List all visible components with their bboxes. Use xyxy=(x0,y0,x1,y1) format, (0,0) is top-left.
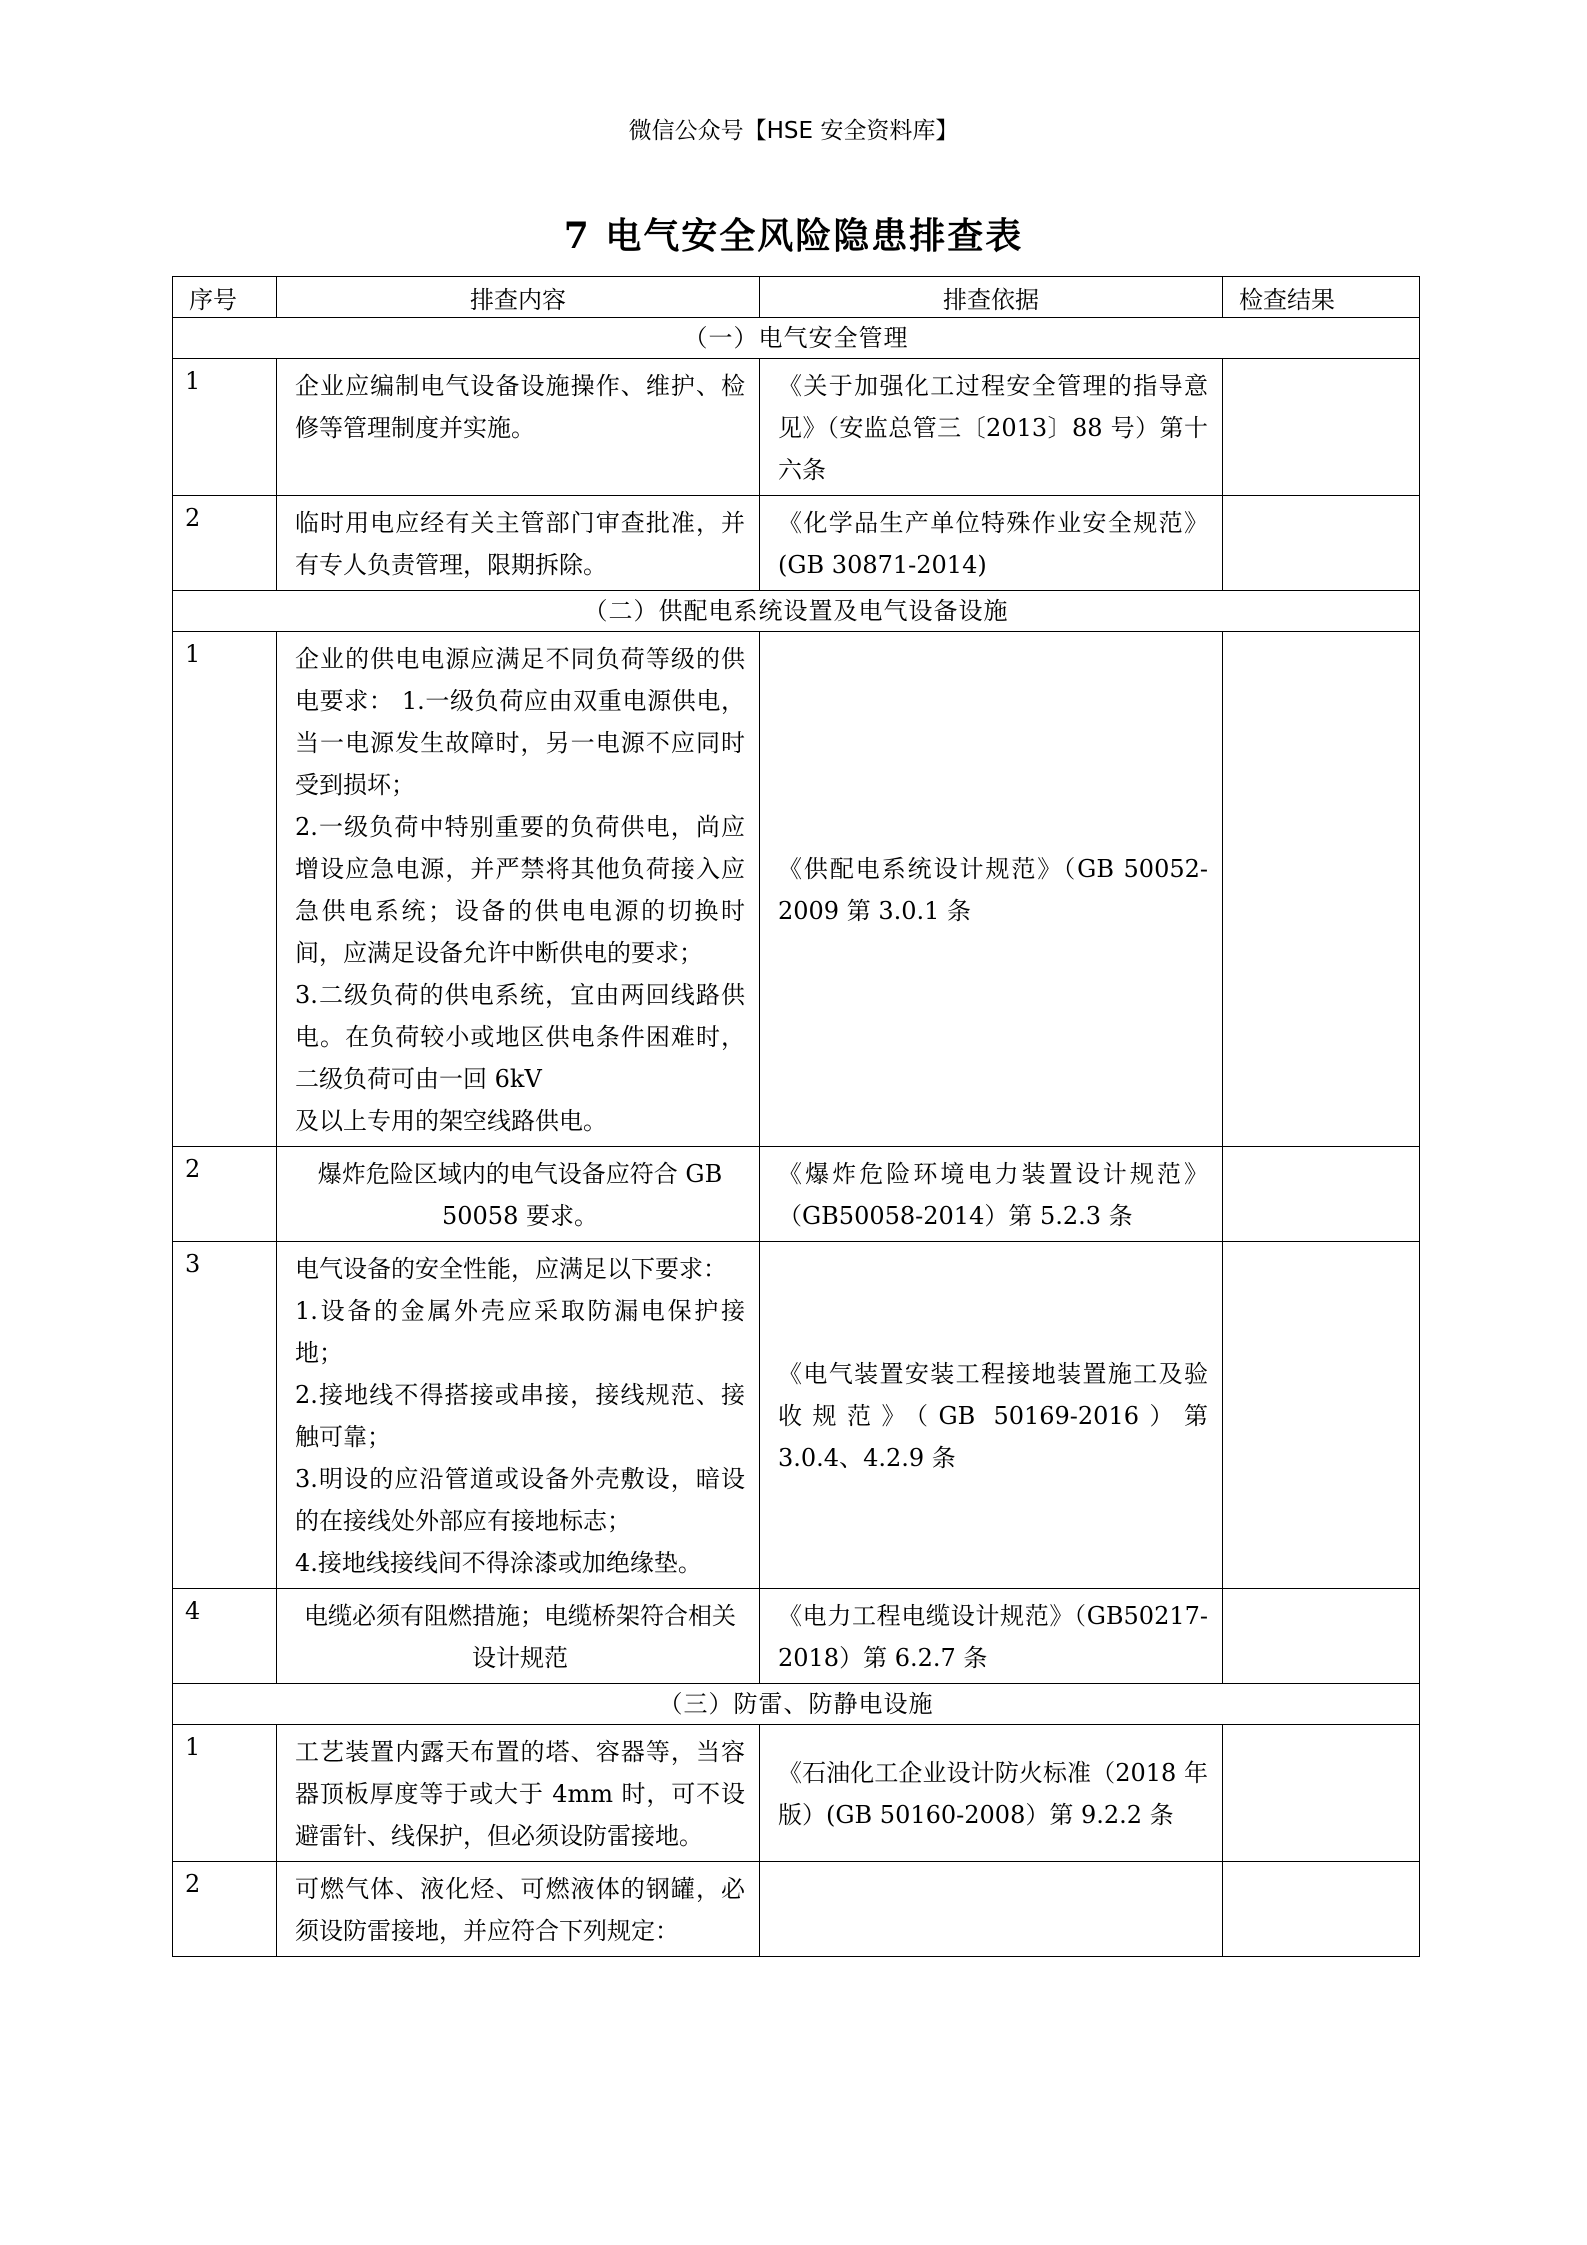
row-basis: 《关于加强化工过程安全管理的指导意见》（安监总管三〔2013〕88 号）第十六条 xyxy=(760,359,1223,496)
table-row xyxy=(173,496,1420,591)
row-content xyxy=(277,1242,760,1589)
table-row xyxy=(173,632,1420,1147)
table-header-row xyxy=(173,277,1420,318)
table-row xyxy=(173,1725,1420,1862)
header-note: 微信公众号【HSE 安全资料库】 xyxy=(628,118,959,144)
col-header-result: 检查结果 xyxy=(1223,277,1420,318)
row-basis: 《电力工程电缆设计规范》（GB50217-2018）第 6.2.7 条 xyxy=(760,1589,1223,1684)
col-header-basis: 排查依据 xyxy=(760,277,1223,318)
content-paragraph: 3.二级负荷的供电系统，宜由两回线路供电。在负荷较小或地区供电条件困难时，二级负荷可由一回 6kV xyxy=(295,981,745,1093)
row-content xyxy=(277,1862,760,1957)
row-result xyxy=(1223,1242,1420,1589)
content-paragraph: 2.接地线不得搭接或串接，接线规范、接触可靠； xyxy=(295,1381,745,1451)
row-result xyxy=(1223,496,1420,591)
row-number: 3 xyxy=(173,1242,277,1589)
row-content xyxy=(277,1589,760,1684)
table-row xyxy=(173,1242,1420,1589)
row-basis xyxy=(760,1862,1223,1957)
row-number: 2 xyxy=(173,1147,277,1242)
content-paragraph: 工艺装置内露天布置的塔、容器等，当容器顶板厚度等于或大于 4mm 时，可不设避雷针、线保护，但必须设防雷接地。 xyxy=(295,1738,745,1850)
row-result xyxy=(1223,1725,1420,1862)
section-heading-row xyxy=(173,318,1420,359)
content-paragraph: 2.一级负荷中特别重要的负荷供电，尚应增设应急电源，并严禁将其他负荷接入应急供电系统；设备的供电电源的切换时间，应满足设备允许中断供电的要求； xyxy=(295,813,745,967)
section-heading: （三）防雷、防静电设施 xyxy=(173,1684,1420,1725)
table-row xyxy=(173,1589,1420,1684)
row-basis: 《电气装置安装工程接地装置施工及验收规范》（GB 50169-2016）第3.0.4、4.2.9 条 xyxy=(760,1242,1223,1589)
row-content xyxy=(277,632,760,1147)
row-basis: 《供配电系统设计规范》（GB 50052-2009 第 3.0.1 条 xyxy=(760,632,1223,1147)
content-paragraph: 及以上专用的架空线路供电。 xyxy=(295,1107,607,1135)
row-content xyxy=(277,1725,760,1862)
row-number: 1 xyxy=(173,632,277,1147)
row-result xyxy=(1223,359,1420,496)
content-paragraph: 企业应编制电气设备设施操作、维护、检修等管理制度并实施。 xyxy=(295,372,745,442)
content-paragraph: 爆炸危险区域内的电气设备应符合 GB 50058 要求。 xyxy=(317,1160,723,1230)
content-paragraph: 1.设备的金属外壳应采取防漏电保护接地； xyxy=(295,1297,745,1367)
table-row xyxy=(173,1862,1420,1957)
row-result xyxy=(1223,1862,1420,1957)
content-paragraph: 可燃气体、液化烃、可燃液体的钢罐，必须设防雷接地，并应符合下列规定： xyxy=(295,1875,745,1945)
row-basis: 《爆炸危险环境电力装置设计规范》（GB50058-2014）第 5.2.3 条 xyxy=(760,1147,1223,1242)
page-title: 7 电气安全风险隐患排查表 xyxy=(563,215,1024,257)
content-paragraph: 电缆必须有阻燃措施；电缆桥架符合相关设计规范 xyxy=(304,1602,736,1672)
row-basis: 《化学品生产单位特殊作业安全规范》(GB 30871-2014) xyxy=(760,496,1223,591)
row-number: 1 xyxy=(173,359,277,496)
row-number: 4 xyxy=(173,1589,277,1684)
row-basis: 《石油化工企业设计防火标准（2018 年版）(GB 50160-2008）第 9.2.2 条 xyxy=(760,1725,1223,1862)
row-number: 2 xyxy=(173,496,277,591)
col-header-no: 序号 xyxy=(173,277,277,318)
content-paragraph: 电气设备的安全性能，应满足以下要求： xyxy=(295,1255,727,1283)
row-content xyxy=(277,496,760,591)
row-content xyxy=(277,359,760,496)
section-heading-row xyxy=(173,591,1420,632)
section-heading-row xyxy=(173,1684,1420,1725)
row-result xyxy=(1223,1147,1420,1242)
row-number: 1 xyxy=(173,1725,277,1862)
section-heading: （二）供配电系统设置及电气设备设施 xyxy=(173,591,1420,632)
section-heading: （一）电气安全管理 xyxy=(173,318,1420,359)
content-paragraph: 4.接地线接线间不得涂漆或加绝缘垫。 xyxy=(295,1549,702,1577)
col-header-content: 排查内容 xyxy=(277,277,760,318)
table-row xyxy=(173,359,1420,496)
row-content xyxy=(277,1147,760,1242)
content-paragraph: 临时用电应经有关主管部门审查批准，并有专人负责管理，限期拆除。 xyxy=(295,509,745,579)
row-result xyxy=(1223,632,1420,1147)
table-row xyxy=(173,1147,1420,1242)
content-paragraph: 3.明设的应沿管道或设备外壳敷设，暗设的在接线处外部应有接地标志； xyxy=(295,1465,745,1535)
content-paragraph: 企业的供电电源应满足不同负荷等级的供电要求： 1.一级负荷应由双重电源供电，当一电源发生故障时，另一电源不应同时受到损坏； xyxy=(295,645,745,799)
row-number: 2 xyxy=(173,1862,277,1957)
hazard-check-table xyxy=(172,276,1420,1957)
row-result xyxy=(1223,1589,1420,1684)
